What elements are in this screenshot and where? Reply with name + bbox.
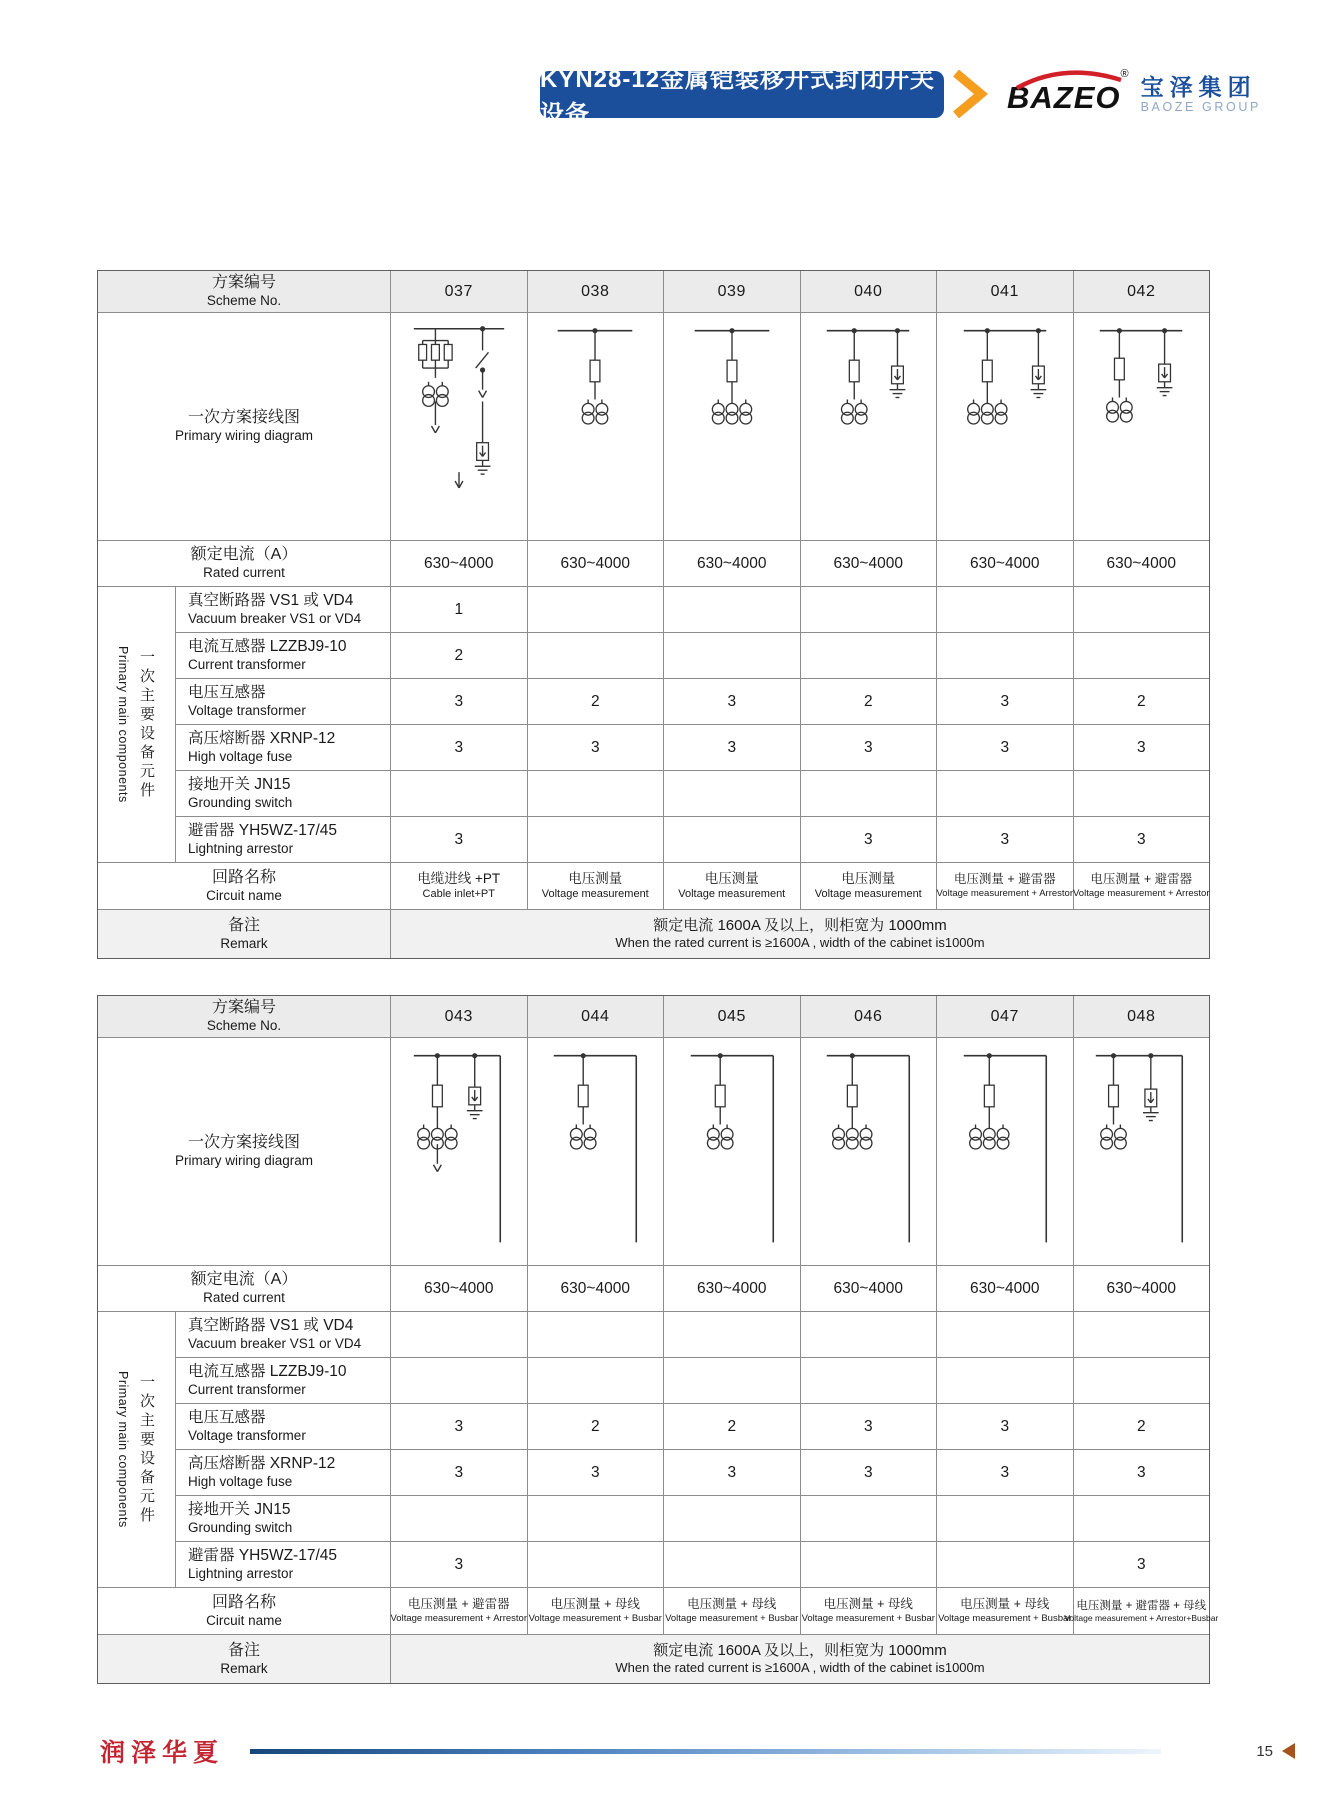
component-value-cell: 3 bbox=[801, 817, 938, 863]
component-value-cell: 3 bbox=[801, 1450, 938, 1496]
component-value-cell bbox=[391, 1358, 528, 1404]
component-value-cell bbox=[528, 587, 665, 633]
component-value-cell bbox=[801, 1542, 938, 1588]
rated-current-cell: 630~4000 bbox=[528, 1266, 665, 1312]
component-value-cell bbox=[391, 1496, 528, 1542]
diagram-label-cn: 一次方案接线图 bbox=[187, 409, 300, 427]
remark-value-cell bbox=[391, 910, 1209, 958]
component-value-cell: 3 bbox=[801, 725, 938, 771]
scheme-table-043-048 bbox=[97, 995, 1219, 1684]
circuit-name-cell bbox=[391, 1588, 528, 1635]
component-value-cell: 3 bbox=[391, 725, 528, 771]
component-name-en: High voltage fuse bbox=[188, 748, 293, 764]
circuit-name-en: Voltage measurement + Arrestor bbox=[1073, 887, 1210, 899]
component-name-cn: 高压熔断器 XRNP-12 bbox=[188, 1455, 336, 1473]
component-row bbox=[176, 1450, 1209, 1496]
circuit-name-cell bbox=[528, 863, 665, 910]
footer-divider bbox=[250, 1749, 1161, 1754]
wiring-diagram bbox=[801, 315, 935, 537]
scheme-label-en: Scheme No. bbox=[206, 1018, 282, 1034]
component-name-cell bbox=[176, 1358, 391, 1404]
scheme-no-cell: 038 bbox=[528, 271, 665, 313]
scheme-table-037-042 bbox=[97, 270, 1210, 959]
scheme-no-cell: 047 bbox=[937, 996, 1074, 1038]
remark-label bbox=[98, 1635, 391, 1683]
scheme-no-cell: 043 bbox=[391, 996, 528, 1038]
rated-current-row bbox=[98, 1266, 1209, 1312]
circuit-name-cn: 电压测量 bbox=[841, 870, 896, 886]
component-value-cell bbox=[391, 1312, 528, 1358]
company-logo bbox=[1007, 68, 1261, 116]
component-row bbox=[176, 1358, 1209, 1404]
page-header bbox=[540, 66, 1261, 128]
rated-current-label-en: Rated current bbox=[203, 1290, 285, 1306]
component-value-cell bbox=[664, 817, 801, 863]
rated-current-cell: 630~4000 bbox=[391, 541, 528, 587]
diagram-label bbox=[98, 313, 391, 541]
scheme-no-cell: 046 bbox=[801, 996, 938, 1038]
circuit-name-cn: 电压测量 + 避雷器 bbox=[953, 872, 1056, 887]
component-name-cn: 电压互感器 bbox=[188, 1409, 266, 1427]
circuit-name-cn: 电压测量 + 母线 bbox=[960, 1597, 1050, 1612]
scheme-no-cell: 039 bbox=[664, 271, 801, 313]
wiring-diagram bbox=[528, 1040, 662, 1262]
component-value-cell: 3 bbox=[391, 1542, 528, 1588]
scheme-row bbox=[98, 271, 1209, 313]
component-value-cell bbox=[528, 1496, 665, 1542]
component-value-cell: 3 bbox=[937, 817, 1074, 863]
scheme-label-cn: 方案编号 bbox=[211, 274, 276, 292]
component-value-cell: 3 bbox=[937, 679, 1074, 725]
circuit-name-row bbox=[98, 1588, 1219, 1635]
scheme-no-cell: 048 bbox=[1074, 996, 1210, 1038]
component-name-cell bbox=[176, 1450, 391, 1496]
component-value-cell: 3 bbox=[937, 1450, 1074, 1496]
rated-current-cell: 630~4000 bbox=[664, 541, 801, 587]
component-name-cn: 电压互感器 bbox=[188, 684, 266, 702]
wiring-diagram bbox=[938, 1040, 1072, 1262]
rated-current-cell: 630~4000 bbox=[664, 1266, 801, 1312]
component-name-en: Vacuum breaker VS1 or VD4 bbox=[188, 610, 362, 626]
rated-current-cell: 630~4000 bbox=[937, 541, 1074, 587]
remark-label-cn: 备注 bbox=[227, 916, 260, 934]
component-group-label bbox=[98, 1312, 176, 1588]
scheme-label-en: Scheme No. bbox=[206, 293, 282, 309]
scheme-no-cell: 045 bbox=[664, 996, 801, 1038]
diagram-row bbox=[98, 1038, 1209, 1266]
component-name-cell bbox=[176, 1542, 391, 1588]
component-name-en: Current transformer bbox=[188, 1381, 306, 1397]
wiring-diagram bbox=[1074, 1040, 1208, 1262]
component-name-en: Voltage transformer bbox=[188, 702, 306, 718]
circuit-name-en: Voltage measurement + Busbar bbox=[665, 1612, 799, 1624]
component-value-cell bbox=[664, 1542, 801, 1588]
circuit-name-cell bbox=[801, 1588, 938, 1635]
component-name-cell bbox=[176, 633, 391, 679]
component-name-cell bbox=[176, 1404, 391, 1450]
component-row bbox=[176, 633, 1209, 679]
component-value-cell bbox=[1074, 633, 1210, 679]
component-name-cn: 电流互感器 LZZBJ9-10 bbox=[188, 638, 347, 656]
component-name-cn: 真空断路器 VS1 或 VD4 bbox=[188, 1317, 354, 1335]
component-value-cell: 3 bbox=[664, 725, 801, 771]
wiring-diagram-cell bbox=[664, 313, 801, 541]
component-value-cell: 3 bbox=[1074, 1450, 1210, 1496]
wiring-diagram-cell bbox=[528, 1038, 665, 1266]
component-value-cell: 2 bbox=[1074, 1404, 1210, 1450]
component-name-en: High voltage fuse bbox=[188, 1473, 293, 1489]
component-name-en: Vacuum breaker VS1 or VD4 bbox=[188, 1335, 362, 1351]
circuit-name-cell bbox=[801, 863, 938, 910]
component-value-cell bbox=[801, 771, 938, 817]
circuit-name-en: Voltage measurement bbox=[678, 887, 786, 900]
circuit-name-label-cn: 回路名称 bbox=[211, 1593, 276, 1611]
circuit-name-cell bbox=[528, 1588, 665, 1635]
component-block bbox=[98, 1312, 1209, 1588]
diagram-label-en: Primary wiring diagram bbox=[174, 428, 314, 444]
component-value-cell bbox=[801, 1312, 938, 1358]
logo-company-en: BAOZE GROUP bbox=[1140, 100, 1261, 115]
circuit-name-cn: 电压测量 + 避雷器 + 母线 bbox=[1076, 1599, 1207, 1612]
component-name-cell bbox=[176, 679, 391, 725]
component-name-cell bbox=[176, 587, 391, 633]
component-row bbox=[176, 817, 1209, 863]
wiring-diagram bbox=[938, 315, 1072, 537]
component-value-cell bbox=[801, 1358, 938, 1404]
registered-mark: ® bbox=[1120, 68, 1129, 80]
component-row bbox=[176, 679, 1209, 725]
component-value-cell bbox=[937, 1542, 1074, 1588]
component-value-cell bbox=[664, 1496, 801, 1542]
component-group-label-en: Primary main components bbox=[116, 1371, 130, 1528]
component-name-cell bbox=[176, 725, 391, 771]
rated-current-label bbox=[98, 541, 391, 587]
circuit-name-cell bbox=[664, 863, 801, 910]
remark-label-cn: 备注 bbox=[227, 1641, 260, 1659]
component-name-cn: 高压熔断器 XRNP-12 bbox=[188, 730, 336, 748]
scheme-no-cell: 042 bbox=[1074, 271, 1210, 313]
scheme-no-cell: 037 bbox=[391, 271, 528, 313]
circuit-name-row bbox=[98, 863, 1209, 910]
rated-current-label-en: Rated current bbox=[203, 565, 285, 581]
remark-row bbox=[98, 910, 1209, 958]
wiring-diagram bbox=[801, 1040, 935, 1262]
component-value-cell bbox=[528, 1542, 665, 1588]
component-value-cell bbox=[528, 1358, 665, 1404]
chevron-right-icon bbox=[949, 70, 991, 118]
component-value-cell bbox=[937, 587, 1074, 633]
component-value-cell bbox=[937, 1312, 1074, 1358]
circuit-name-cn: 电缆进线 +PT bbox=[417, 870, 501, 886]
rated-current-label-cn: 额定电流（A） bbox=[190, 1271, 298, 1289]
rated-current-label bbox=[98, 1266, 391, 1312]
remark-label-en: Remark bbox=[220, 1660, 268, 1676]
component-value-cell bbox=[801, 1496, 938, 1542]
component-value-cell: 3 bbox=[391, 1450, 528, 1496]
remark-row bbox=[98, 1635, 1209, 1683]
component-value-cell: 3 bbox=[1074, 1542, 1210, 1588]
diagram-row bbox=[98, 313, 1209, 541]
component-value-cell bbox=[937, 633, 1074, 679]
component-name-cell bbox=[176, 1496, 391, 1542]
scheme-label-cn: 方案编号 bbox=[211, 999, 276, 1017]
component-value-cell: 2 bbox=[1074, 679, 1210, 725]
wiring-diagram-cell bbox=[937, 313, 1074, 541]
rated-current-cell: 630~4000 bbox=[1074, 1266, 1210, 1312]
wiring-diagram-cell bbox=[1074, 313, 1210, 541]
component-value-cell: 3 bbox=[937, 1404, 1074, 1450]
component-value-cell: 3 bbox=[664, 679, 801, 725]
component-name-cn: 接地开关 JN15 bbox=[188, 776, 291, 794]
logo-company-cn: 宝泽集团 bbox=[1140, 73, 1257, 100]
wiring-diagram bbox=[392, 315, 526, 537]
component-value-cell: 1 bbox=[391, 587, 528, 633]
component-value-cell bbox=[1074, 1358, 1210, 1404]
circuit-name-label-en: Circuit name bbox=[206, 1612, 282, 1628]
component-value-cell bbox=[528, 817, 665, 863]
component-name-en: Current transformer bbox=[188, 656, 306, 672]
component-value-cell: 3 bbox=[664, 1450, 801, 1496]
circuit-name-en: Voltage measurement bbox=[814, 887, 922, 900]
component-row bbox=[176, 725, 1209, 771]
circuit-name-cn: 电压测量 + 母线 bbox=[823, 1597, 913, 1612]
scheme-no-cell: 041 bbox=[937, 271, 1074, 313]
wiring-diagram-cell bbox=[391, 313, 528, 541]
rated-current-label-cn: 额定电流（A） bbox=[190, 546, 298, 564]
page-footer bbox=[100, 1733, 1295, 1769]
circuit-name-en: Cable inlet+PT bbox=[422, 887, 495, 900]
component-name-cn: 电流互感器 LZZBJ9-10 bbox=[188, 1363, 347, 1381]
diagram-label-cn: 一次方案接线图 bbox=[187, 1134, 300, 1152]
component-value-cell bbox=[1074, 1496, 1210, 1542]
component-value-cell bbox=[801, 587, 938, 633]
page-title: KYN28-12金属铠装移开式封闭开关设备 bbox=[540, 71, 944, 118]
circuit-name-en: Voltage measurement + Arrestor bbox=[390, 1612, 528, 1624]
component-value-cell: 3 bbox=[391, 1404, 528, 1450]
wiring-diagram bbox=[665, 315, 799, 537]
component-value-cell bbox=[1074, 771, 1210, 817]
component-value-cell bbox=[937, 1358, 1074, 1404]
component-value-cell: 3 bbox=[801, 1404, 938, 1450]
logo-swoosh-icon bbox=[1009, 70, 1127, 90]
component-block bbox=[98, 587, 1209, 863]
component-value-cell bbox=[528, 633, 665, 679]
circuit-name-label-en: Circuit name bbox=[206, 887, 282, 903]
footer-brand: 润泽华夏 bbox=[100, 1738, 225, 1767]
wiring-diagram-cell bbox=[391, 1038, 528, 1266]
component-name-cell bbox=[176, 817, 391, 863]
circuit-name-en: Voltage measurement + Arrestor+Busbar bbox=[1064, 1612, 1219, 1623]
component-row bbox=[176, 771, 1209, 817]
component-value-cell bbox=[528, 771, 665, 817]
component-group-label-cn: 一次主要设备元件 bbox=[138, 648, 155, 801]
circuit-name-label-cn: 回路名称 bbox=[211, 868, 276, 886]
component-value-cell bbox=[664, 587, 801, 633]
component-value-cell: 3 bbox=[528, 1450, 665, 1496]
wiring-diagram bbox=[528, 315, 662, 537]
diagram-label bbox=[98, 1038, 391, 1266]
circuit-name-en: Voltage measurement bbox=[541, 887, 649, 900]
component-value-cell: 3 bbox=[1074, 817, 1210, 863]
circuit-name-en: Voltage measurement + Busbar bbox=[938, 1612, 1072, 1624]
component-row bbox=[176, 1496, 1209, 1542]
rated-current-row bbox=[98, 541, 1209, 587]
page-number: 15 bbox=[1256, 1742, 1273, 1760]
scheme-no-cell: 040 bbox=[801, 271, 938, 313]
component-name-cell bbox=[176, 771, 391, 817]
circuit-name-label bbox=[98, 1588, 391, 1635]
circuit-name-cn: 电压测量 + 避雷器 bbox=[407, 1597, 510, 1612]
component-value-cell bbox=[1074, 1312, 1210, 1358]
component-value-cell: 3 bbox=[1074, 725, 1210, 771]
component-name-cn: 避雷器 YH5WZ-17/45 bbox=[188, 1547, 338, 1565]
scheme-row bbox=[98, 996, 1209, 1038]
component-value-cell: 3 bbox=[391, 679, 528, 725]
circuit-name-label bbox=[98, 863, 391, 910]
component-value-cell bbox=[1074, 587, 1210, 633]
component-group-label bbox=[98, 587, 176, 863]
component-group-label-en: Primary main components bbox=[116, 646, 130, 803]
scheme-no-cell: 044 bbox=[528, 996, 665, 1038]
rated-current-cell: 630~4000 bbox=[937, 1266, 1074, 1312]
circuit-name-cell bbox=[1074, 863, 1210, 910]
rated-current-cell: 630~4000 bbox=[801, 541, 938, 587]
circuit-name-cell bbox=[391, 863, 528, 910]
component-name-en: Voltage transformer bbox=[188, 1427, 306, 1443]
component-value-cell bbox=[528, 1312, 665, 1358]
circuit-name-cn: 电压测量 bbox=[568, 870, 623, 886]
circuit-name-cell bbox=[937, 863, 1074, 910]
component-value-cell: 2 bbox=[801, 679, 938, 725]
remark-value-cell bbox=[391, 1635, 1209, 1683]
component-name-en: Lightning arrestor bbox=[188, 1565, 294, 1581]
component-name-cell bbox=[176, 1312, 391, 1358]
component-row bbox=[176, 1312, 1209, 1358]
wiring-diagram-cell bbox=[1074, 1038, 1210, 1266]
scheme-label bbox=[98, 996, 391, 1038]
scheme-label bbox=[98, 271, 391, 313]
remark-text-en: When the rated current is ≥1600A , width of the cabinet is1000m bbox=[615, 1660, 985, 1676]
rated-current-cell: 630~4000 bbox=[1074, 541, 1210, 587]
component-name-en: Grounding switch bbox=[188, 794, 293, 810]
logo-brand-mark bbox=[1007, 68, 1129, 116]
component-value-cell: 2 bbox=[664, 1404, 801, 1450]
component-value-cell bbox=[664, 771, 801, 817]
rated-current-cell: 630~4000 bbox=[391, 1266, 528, 1312]
wiring-diagram bbox=[665, 1040, 799, 1262]
wiring-diagram bbox=[1074, 315, 1208, 537]
component-name-cn: 真空断路器 VS1 或 VD4 bbox=[188, 592, 354, 610]
component-row bbox=[176, 1542, 1209, 1588]
circuit-name-cell bbox=[664, 1588, 801, 1635]
component-value-cell bbox=[664, 633, 801, 679]
circuit-name-cn: 电压测量 + 避雷器 bbox=[1090, 872, 1193, 887]
remark-text-cn: 额定电流 1600A 及以上，则柜宽为 1000mm bbox=[653, 916, 947, 934]
component-value-cell bbox=[937, 1496, 1074, 1542]
component-value-cell bbox=[664, 1312, 801, 1358]
circuit-name-en: Voltage measurement + Busbar bbox=[801, 1612, 935, 1624]
wiring-diagram-cell bbox=[664, 1038, 801, 1266]
component-group-label-cn: 一次主要设备元件 bbox=[138, 1373, 155, 1526]
component-value-cell: 3 bbox=[391, 817, 528, 863]
circuit-name-cn: 电压测量 bbox=[704, 870, 759, 886]
remark-text-cn: 额定电流 1600A 及以上，则柜宽为 1000mm bbox=[653, 1641, 947, 1659]
circuit-name-cell bbox=[1064, 1588, 1219, 1635]
component-row bbox=[176, 587, 1209, 633]
wiring-diagram-cell bbox=[528, 313, 665, 541]
component-value-cell: 3 bbox=[528, 725, 665, 771]
component-value-cell: 2 bbox=[528, 1404, 665, 1450]
circuit-name-cell bbox=[937, 1588, 1074, 1635]
component-value-cell bbox=[937, 771, 1074, 817]
component-name-en: Grounding switch bbox=[188, 1519, 293, 1535]
component-row bbox=[176, 1404, 1209, 1450]
component-value-cell: 3 bbox=[937, 725, 1074, 771]
remark-text-en: When the rated current is ≥1600A , width of the cabinet is1000m bbox=[615, 935, 985, 951]
remark-label bbox=[98, 910, 391, 958]
circuit-name-en: Voltage measurement + Busbar bbox=[528, 1612, 662, 1624]
component-value-cell bbox=[801, 633, 938, 679]
rated-current-cell: 630~4000 bbox=[801, 1266, 938, 1312]
remark-label-en: Remark bbox=[220, 935, 268, 951]
component-name-cn: 接地开关 JN15 bbox=[188, 1501, 291, 1519]
component-value-cell: 2 bbox=[391, 633, 528, 679]
component-name-en: Lightning arrestor bbox=[188, 840, 294, 856]
component-value-cell bbox=[391, 771, 528, 817]
wiring-diagram-cell bbox=[937, 1038, 1074, 1266]
diagram-label-en: Primary wiring diagram bbox=[174, 1153, 314, 1169]
wiring-diagram-cell bbox=[801, 1038, 938, 1266]
circuit-name-en: Voltage measurement + Arrestor bbox=[936, 887, 1074, 899]
wiring-diagram bbox=[392, 1040, 526, 1262]
component-value-cell: 2 bbox=[528, 679, 665, 725]
circuit-name-cn: 电压测量 + 母线 bbox=[687, 1597, 777, 1612]
component-value-cell bbox=[664, 1358, 801, 1404]
page-marker-arrow-icon bbox=[1282, 1743, 1295, 1759]
circuit-name-cn: 电压测量 + 母线 bbox=[550, 1597, 640, 1612]
logo-brand-text: BAZEO bbox=[1007, 80, 1121, 115]
component-name-cn: 避雷器 YH5WZ-17/45 bbox=[188, 822, 338, 840]
wiring-diagram-cell bbox=[801, 313, 938, 541]
rated-current-cell: 630~4000 bbox=[528, 541, 665, 587]
